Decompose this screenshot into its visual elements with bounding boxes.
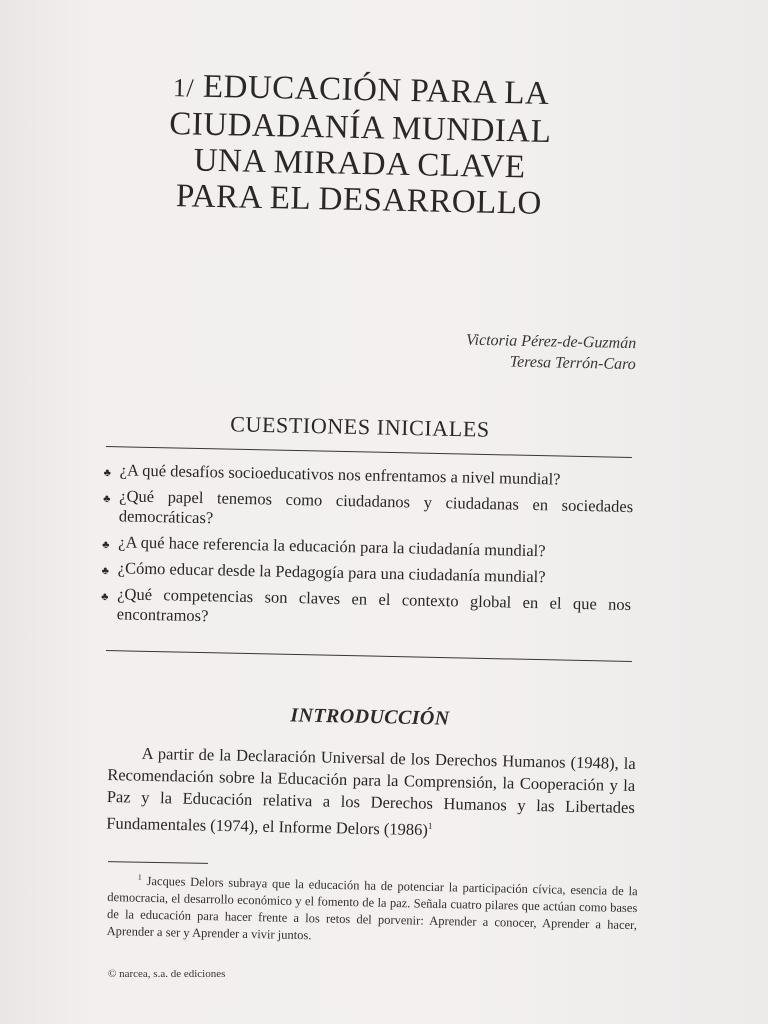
copyright-notice: © narcea, s.a. de ediciones	[108, 968, 226, 980]
question-text: ¿A qué hace referencia la educación para la ciudadanía mundial?	[118, 532, 546, 561]
footnote-text: Jacques Delors subraya que la educación ha de potenciar la participación cívica, esencia de la democracia, el desarrollo económico y el fomento de la paz. Señala cuatro pilares que actúan como bases de la educación para hacer frente a los retos del porvenir: Aprender a conocer, Aprender a hacer, Aprender a ser y Aprender a vivir juntos.	[106, 873, 638, 943]
footnote	[106, 868, 637, 951]
footnote-divider	[108, 861, 208, 864]
question-text: ¿A qué desafíos socioeducativos nos enfrentamos a nivel mundial?	[119, 460, 561, 489]
footnote-reference[interactable]: 1	[427, 820, 433, 831]
list-item	[104, 460, 634, 491]
initial-questions-heading: CUESTIONES INICIALES	[230, 411, 490, 442]
list-item	[101, 584, 632, 635]
chapter-title	[149, 68, 572, 223]
list-item	[103, 486, 634, 537]
introduction-paragraph	[106, 742, 636, 846]
club-bullet-icon: ♣	[103, 466, 112, 480]
club-bullet-icon: ♣	[101, 590, 109, 604]
question-text: ¿Cómo educar desde la Pedagogía para una ciudadanía mundial?	[117, 558, 546, 587]
authors	[336, 327, 637, 375]
author-2: Teresa Terrón-Caro	[509, 353, 636, 374]
top-divider	[106, 446, 632, 458]
chapter-title-line-2: CIUDADANÍA MUNDIAL	[168, 106, 552, 151]
list-item	[102, 558, 632, 589]
question-text: ¿Qué papel tenemos como ciudadanos y ciudadanas en sociedades democráticas?	[118, 486, 634, 528]
list-item	[102, 532, 632, 563]
chapter-number: 1/	[172, 73, 195, 103]
chapter-title-line-1: EDUCACIÓN PARA LA	[202, 68, 550, 112]
club-bullet-icon: ♣	[102, 538, 110, 552]
club-bullet-icon: ♣	[103, 492, 111, 506]
chapter-title-line-3: UNA MIRADA CLAVE	[193, 142, 526, 186]
introduction-heading: INTRODUCCIÓN	[290, 704, 450, 730]
chapter-title-line-4: PARA EL DESARROLLO	[175, 178, 543, 222]
bottom-divider	[106, 650, 632, 662]
question-text: ¿Qué competencias son claves en el contexto global en el que nos encontramos?	[116, 584, 632, 626]
author-1: Victoria Pérez-de-Guzmán	[465, 331, 637, 353]
club-bullet-icon: ♣	[101, 564, 110, 578]
initial-questions-list	[100, 460, 633, 641]
footnote-marker: 1	[137, 872, 142, 882]
introduction-text: A partir de la Declaración Universal de los Derechos Humanos (1948), la Recomendación sobre la Educación para la Comprensión, la Cooperación y la Paz y la Educación relativa a los Derechos Humanos y las Libertades Fundamentales (1974), el Informe Delors (1986)	[106, 743, 636, 840]
